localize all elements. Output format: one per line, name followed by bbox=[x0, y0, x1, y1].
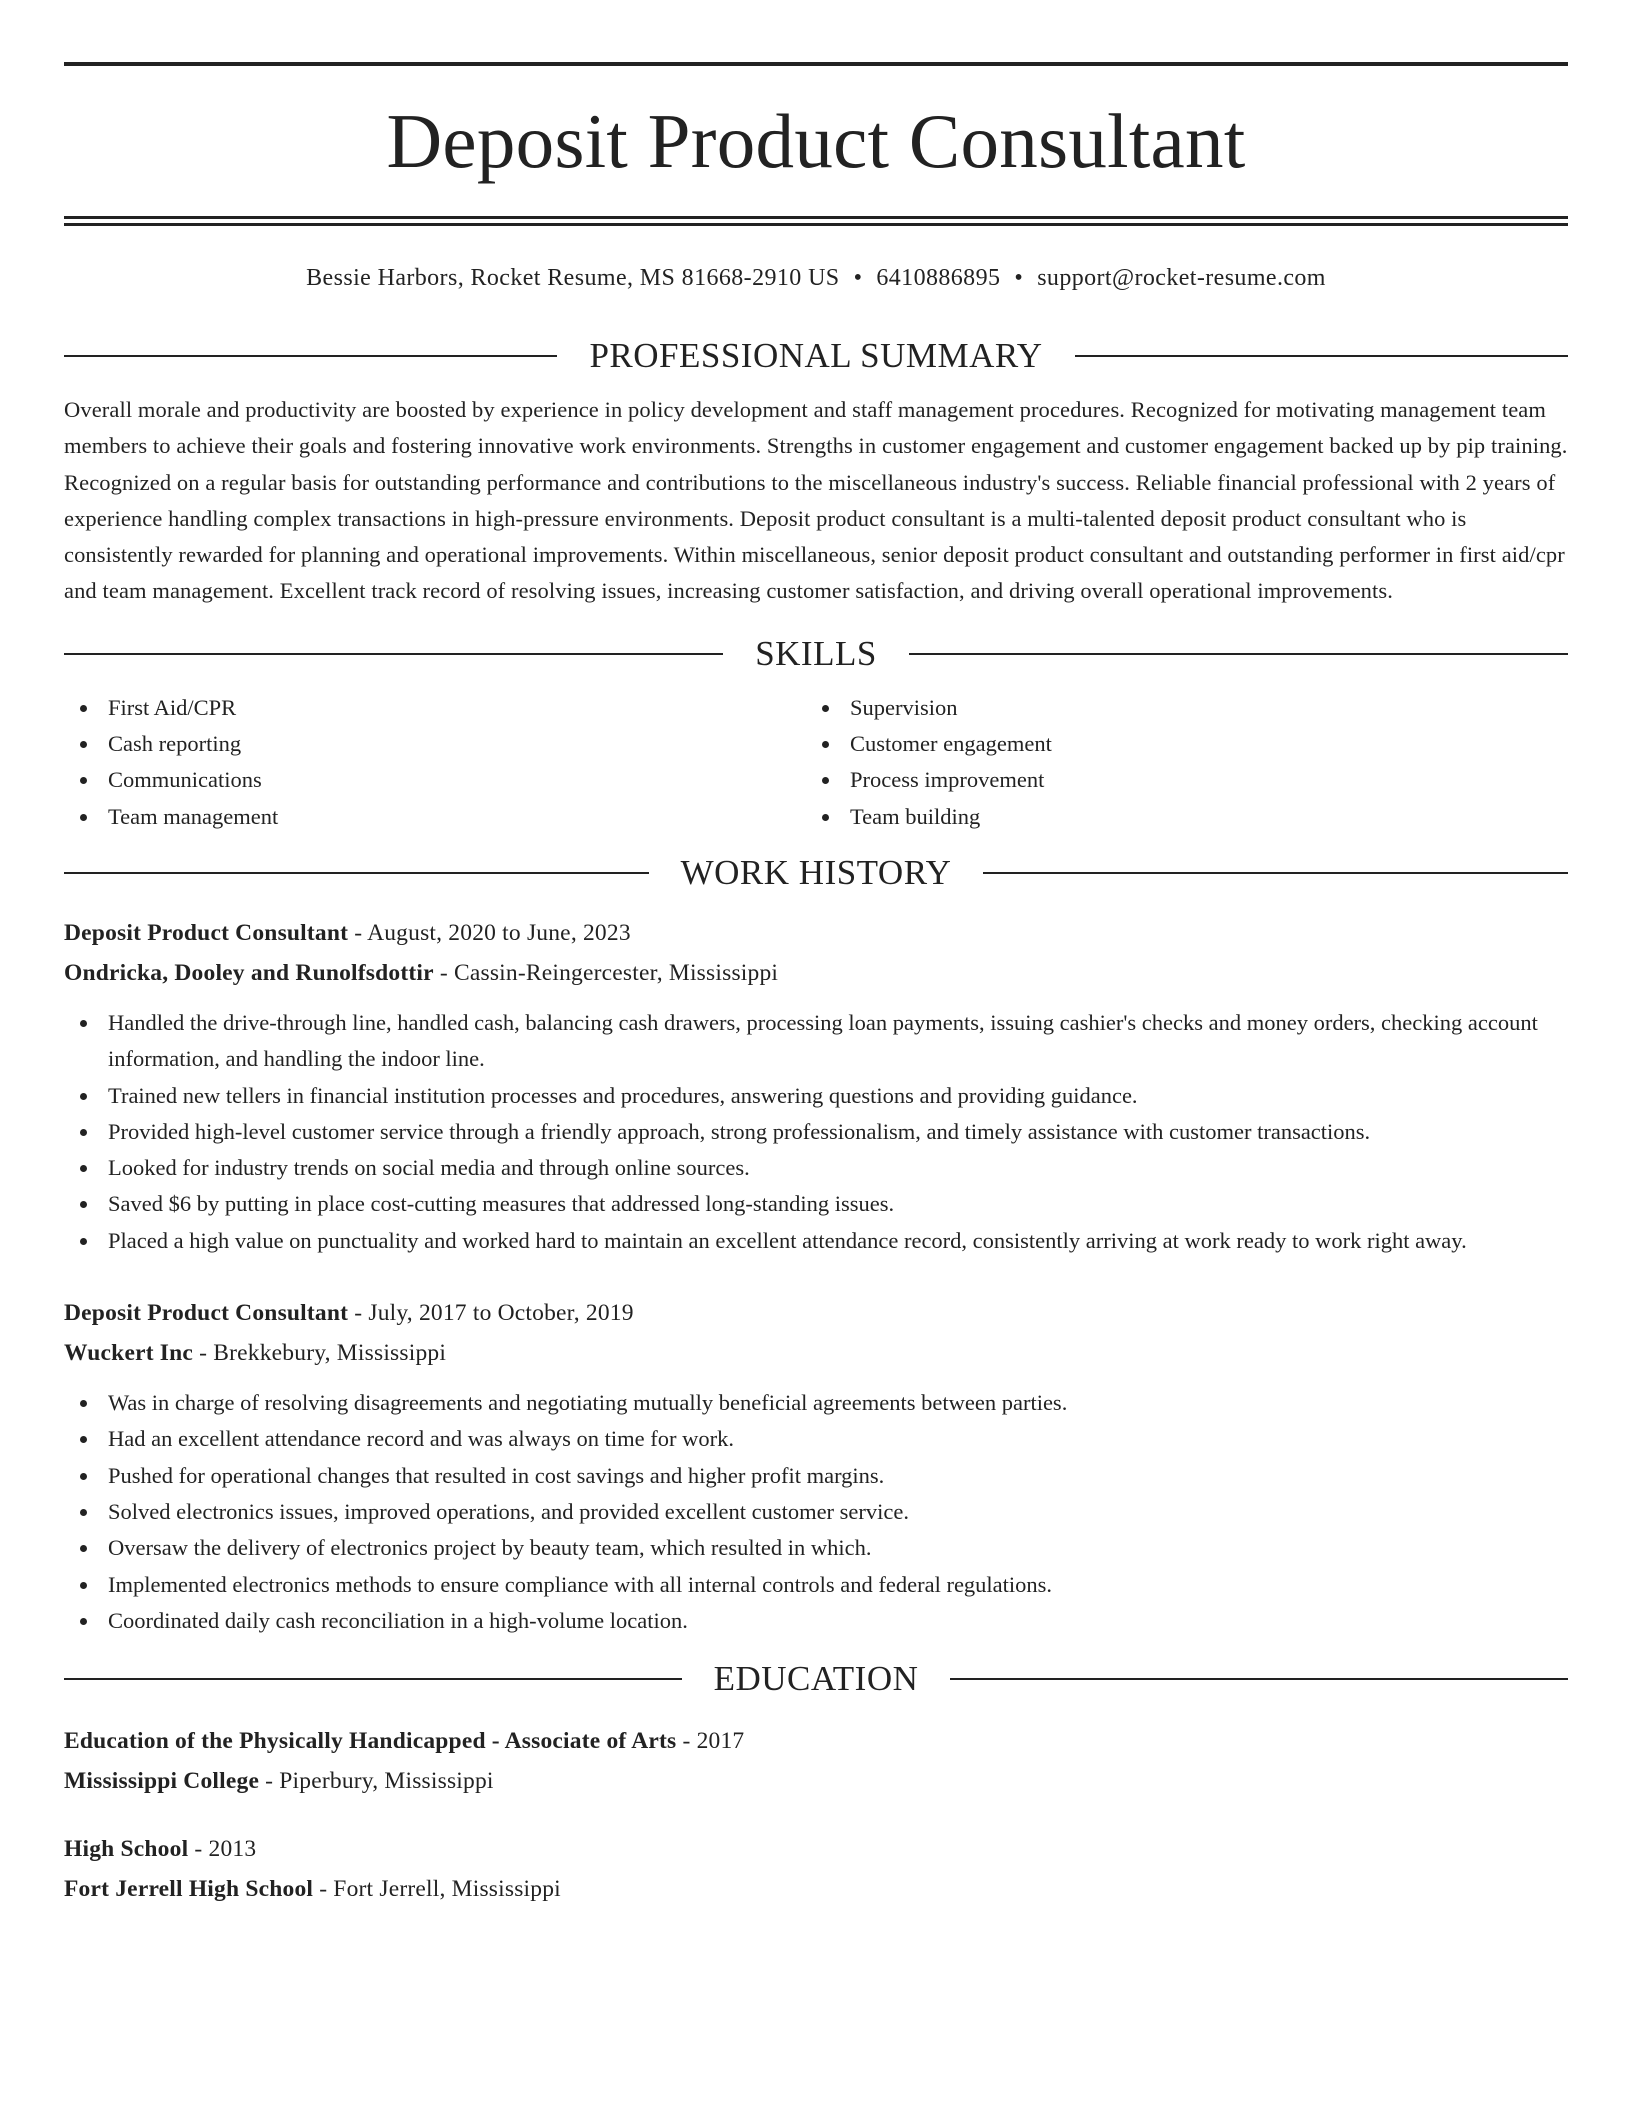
contact-address: Bessie Harbors, Rocket Resume, MS 81668-2910 US bbox=[306, 265, 840, 291]
summary-paragraph: Overall morale and productivity are boosted by experience in policy development and staff management procedures. Recognized for motivating management team members to achieve their goals and fostering innovative work environments. Strengths in customer engagement and customer engagement backed up by pip training. Recognized on a regular basis for outstanding performance and contributions to the miscellaneous industry's success. Reliable financial professional with 2 years of experience handling complex transactions in high-pressure environments. Deposit product consultant is a multi-talented deposit product consultant who is consistently rewarded for planning and operational improvements. Within miscellaneous, senior deposit product consultant and outstanding performer in first aid/cpr and team management. Excellent track record of resolving issues, increasing customer satisfaction, and driving overall operational improvements. bbox=[64, 397, 1568, 604]
heading-rule bbox=[64, 872, 649, 874]
job-title-line bbox=[64, 1293, 1568, 1333]
job-dates: - August, 2020 to June, 2023 bbox=[348, 919, 631, 946]
top-rule bbox=[64, 62, 1568, 66]
section-heading-label: WORK HISTORY bbox=[680, 852, 952, 892]
section-heading-work bbox=[64, 853, 1568, 893]
heading-rule bbox=[950, 1678, 1568, 1680]
job-bullet: Handled the drive-through line, handled cash, balancing cash drawers, processing loan payments, issuing cashier's checks and money orders, checking account information, and handling the indoor line. bbox=[64, 1005, 1568, 1078]
section-heading-education bbox=[64, 1659, 1568, 1699]
job-bullet: Looked for industry trends on social media and through online sources. bbox=[64, 1150, 1568, 1186]
heading-rule bbox=[64, 1678, 682, 1680]
section-heading-label: SKILLS bbox=[755, 633, 877, 673]
job-bullet: Was in charge of resolving disagreements and negotiating mutually beneficial agreements between parties. bbox=[64, 1385, 1568, 1421]
job-bullet: Oversaw the delivery of electronics project by beauty team, which resulted in which. bbox=[64, 1530, 1568, 1566]
section-heading-label: EDUCATION bbox=[713, 1659, 919, 1699]
skill-item: Team building bbox=[806, 799, 1548, 835]
job-bullet: Solved electronics issues, improved operations, and provided excellent customer service. bbox=[64, 1494, 1568, 1530]
skill-item: Team management bbox=[64, 799, 806, 835]
education-school-line bbox=[64, 1869, 1568, 1909]
skill-item: Communications bbox=[64, 762, 806, 798]
job-bullet: Placed a high value on punctuality and worked hard to maintain an excellent attendance record, consistently arriving at work ready to work right away. bbox=[64, 1223, 1568, 1259]
skill-item: Cash reporting bbox=[64, 726, 806, 762]
resume-title: Deposit Product Consultant bbox=[386, 98, 1246, 184]
job-location: - Brekkebury, Mississippi bbox=[193, 1340, 447, 1367]
section-heading-skills bbox=[64, 634, 1568, 674]
job-bullet: Had an excellent attendance record and was always on time for work. bbox=[64, 1421, 1568, 1457]
education-degree: High School bbox=[64, 1836, 189, 1863]
heading-rule bbox=[909, 653, 1568, 655]
contact-phone: 6410886895 bbox=[876, 265, 1001, 291]
contact-line bbox=[64, 262, 1568, 294]
education-degree: Education of the Physically Handicapped - Associate of Arts bbox=[64, 1728, 677, 1755]
job-bullets bbox=[64, 1005, 1568, 1259]
contact-separator: • bbox=[853, 265, 863, 291]
education-school: Fort Jerrell High School bbox=[64, 1876, 314, 1903]
job-bullet: Coordinated daily cash reconciliation in a high-volume location. bbox=[64, 1603, 1568, 1639]
education-year: - 2013 bbox=[188, 1836, 257, 1863]
skill-item: Process improvement bbox=[806, 762, 1548, 798]
heading-rule bbox=[983, 872, 1568, 874]
skills-list bbox=[64, 690, 1568, 835]
contact-separator: • bbox=[1014, 265, 1024, 291]
education-location: - Piperbury, Mississippi bbox=[259, 1768, 494, 1795]
skill-item: Customer engagement bbox=[806, 726, 1548, 762]
job-location: - Cassin-Reingercester, Mississippi bbox=[433, 959, 779, 986]
education-degree-line bbox=[64, 1829, 1568, 1869]
education-location: - Fort Jerrell, Mississippi bbox=[313, 1876, 561, 1903]
job-bullet: Pushed for operational changes that resulted in cost savings and higher profit margins. bbox=[64, 1458, 1568, 1494]
job-title: Deposit Product Consultant bbox=[64, 919, 349, 946]
job-company-line bbox=[64, 953, 1568, 993]
job-bullet: Provided high-level customer service through a friendly approach, strong professionalism, and timely assistance with customer transactions. bbox=[64, 1114, 1568, 1150]
education-entry bbox=[64, 1829, 1568, 1909]
job-entry bbox=[64, 1293, 1568, 1639]
skill-item: Supervision bbox=[806, 690, 1548, 726]
education-entry bbox=[64, 1721, 1568, 1801]
education-year: - 2017 bbox=[676, 1728, 745, 1755]
job-dates: - July, 2017 to October, 2019 bbox=[348, 1300, 634, 1327]
job-title: Deposit Product Consultant bbox=[64, 1300, 349, 1327]
heading-rule bbox=[64, 355, 557, 357]
education-degree-line bbox=[64, 1721, 1568, 1761]
contact-email: support@rocket-resume.com bbox=[1037, 265, 1326, 291]
job-company: Ondricka, Dooley and Runolfsdottir bbox=[64, 959, 434, 986]
skills-column-right bbox=[806, 690, 1548, 835]
section-heading-label: PROFESSIONAL SUMMARY bbox=[589, 336, 1043, 375]
heading-rule bbox=[1075, 355, 1568, 357]
job-bullet: Saved $6 by putting in place cost-cutting measures that addressed long-standing issues. bbox=[64, 1186, 1568, 1222]
skills-column-left bbox=[64, 690, 806, 835]
education-school: Mississippi College bbox=[64, 1768, 260, 1795]
section-heading-summary bbox=[64, 336, 1568, 376]
job-title-line bbox=[64, 913, 1568, 953]
job-company: Wuckert Inc bbox=[64, 1340, 194, 1367]
job-bullet: Implemented electronics methods to ensure compliance with all internal controls and federal regulations. bbox=[64, 1567, 1568, 1603]
education-school-line bbox=[64, 1761, 1568, 1801]
job-company-line bbox=[64, 1333, 1568, 1373]
job-bullet: Trained new tellers in financial institution processes and procedures, answering questions and providing guidance. bbox=[64, 1078, 1568, 1114]
job-entry bbox=[64, 913, 1568, 1259]
heading-rule bbox=[64, 653, 723, 655]
title-double-rule bbox=[64, 216, 1568, 226]
skill-item: First Aid/CPR bbox=[64, 690, 806, 726]
job-bullets bbox=[64, 1385, 1568, 1639]
